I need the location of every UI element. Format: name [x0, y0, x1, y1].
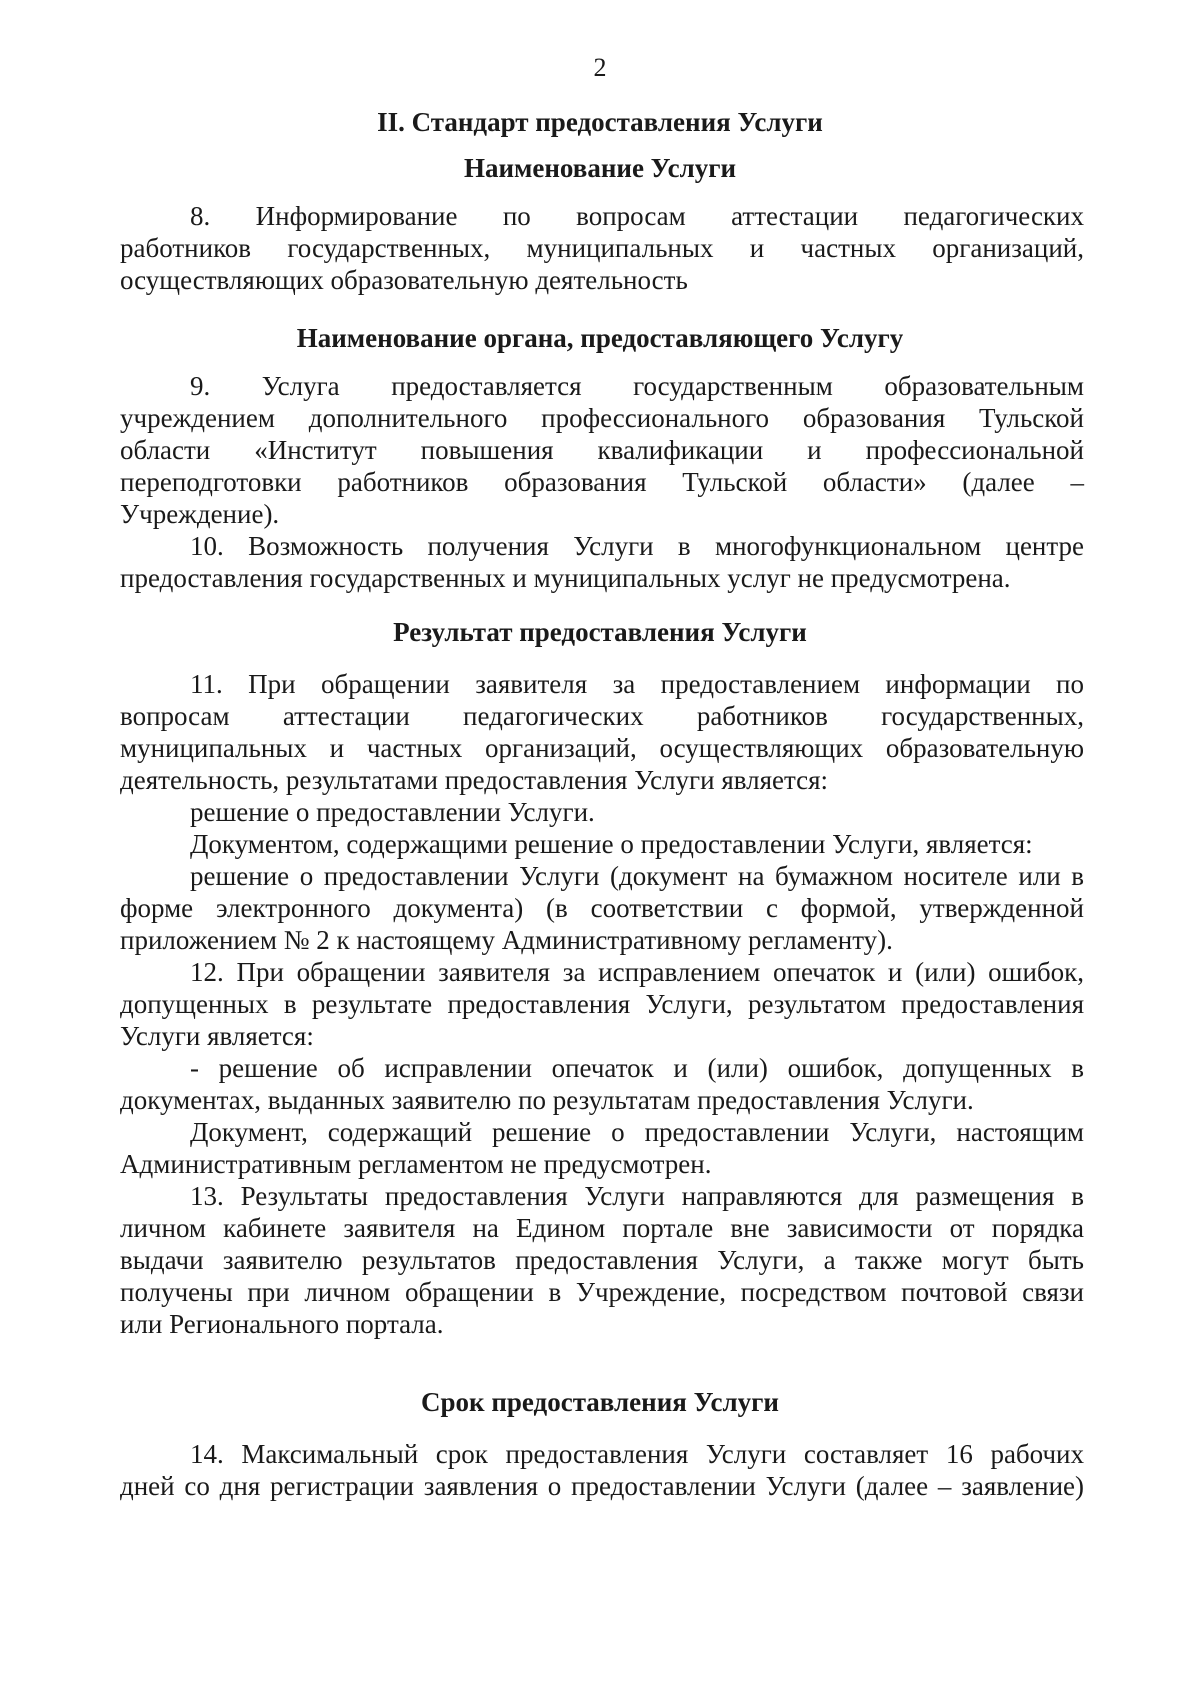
text-line: работников государственных, муниципальных и частных организаций,: [120, 233, 1084, 263]
text-line: переподготовки работников образования Тульской области» (далее –: [120, 467, 1084, 497]
text-line: Документ, содержащий решение о предоставлении Услуги, настоящим: [190, 1117, 1084, 1147]
text-line: 11. При обращении заявителя за предоставлением информации по: [190, 669, 1084, 699]
heading-service-name: Наименование Услуги: [463, 153, 737, 183]
text-line: 9. Услуга предоставляется государственным образовательным: [190, 371, 1084, 401]
text-line: Административным регламентом не предусмотрен.: [120, 1149, 712, 1179]
text-line: допущенных в результате предоставления Услуги, результатом предоставления: [120, 989, 1084, 1019]
page-number: 2: [593, 53, 607, 82]
text-line: области «Институт повышения квалификации и профессиональной: [120, 435, 1084, 465]
text-line: осуществляющих образовательную деятельность: [120, 265, 688, 295]
heading-term: Срок предоставления Услуги: [421, 1387, 779, 1417]
text-line: 13. Результаты предоставления Услуги направляются для размещения в: [190, 1181, 1084, 1211]
text-line: предоставления государственных и муниципальных услуг не предусмотрена.: [120, 563, 1011, 593]
text-line: выдачи заявителю результатов предоставления Услуги, а также могут быть: [120, 1245, 1084, 1275]
text-line: 8. Информирование по вопросам аттестации педагогических: [190, 201, 1084, 231]
heading-result: Результат предоставления Услуги: [393, 617, 807, 647]
text-line: или Регионального портала.: [120, 1309, 444, 1339]
text-line: вопросам аттестации педагогических работников государственных,: [120, 701, 1084, 731]
text-line: Документом, содержащими решение о предоставлении Услуги, является:: [190, 829, 1033, 859]
text-line: Услуги является:: [120, 1021, 314, 1051]
text-line: учреждением дополнительного профессионального образования Тульской: [120, 403, 1084, 433]
text-line: дней со дня регистрации заявления о предоставлении Услуги (далее – заявление): [120, 1471, 1084, 1501]
text-line: решение о предоставлении Услуги.: [190, 797, 595, 827]
text-line: 12. При обращении заявителя за исправлением опечаток и (или) ошибок,: [190, 957, 1084, 987]
heading-organ: Наименование органа, предоставляющего Услугу: [296, 323, 904, 353]
section-title: II. Стандарт предоставления Услуги: [377, 107, 823, 137]
text-line: деятельность, результатами предоставления Услуги является:: [120, 765, 829, 795]
text-line: форме электронного документа) (в соответствии с формой, утвержденной: [120, 893, 1084, 923]
text-line: Учреждение).: [120, 499, 280, 529]
text-line: получены при личном обращении в Учреждение, посредством почтовой связи: [120, 1277, 1084, 1307]
text-line: решение о предоставлении Услуги (документ на бумажном носителе или в: [190, 861, 1084, 891]
text-line: документах, выданных заявителю по результатам предоставления Услуги.: [120, 1085, 974, 1115]
text-line: личном кабинете заявителя на Едином портале вне зависимости от порядка: [120, 1213, 1084, 1243]
text-line: 10. Возможность получения Услуги в многофункциональном центре: [190, 531, 1084, 561]
text-line: муниципальных и частных организаций, осуществляющих образовательную: [120, 733, 1084, 763]
text-line: - решение об исправлении опечаток и (или) ошибок, допущенных в: [190, 1053, 1084, 1083]
text-line: приложением № 2 к настоящему Административному регламенту).: [120, 925, 893, 955]
text-line: 14. Максимальный срок предоставления Услуги составляет 16 рабочих: [190, 1439, 1084, 1469]
